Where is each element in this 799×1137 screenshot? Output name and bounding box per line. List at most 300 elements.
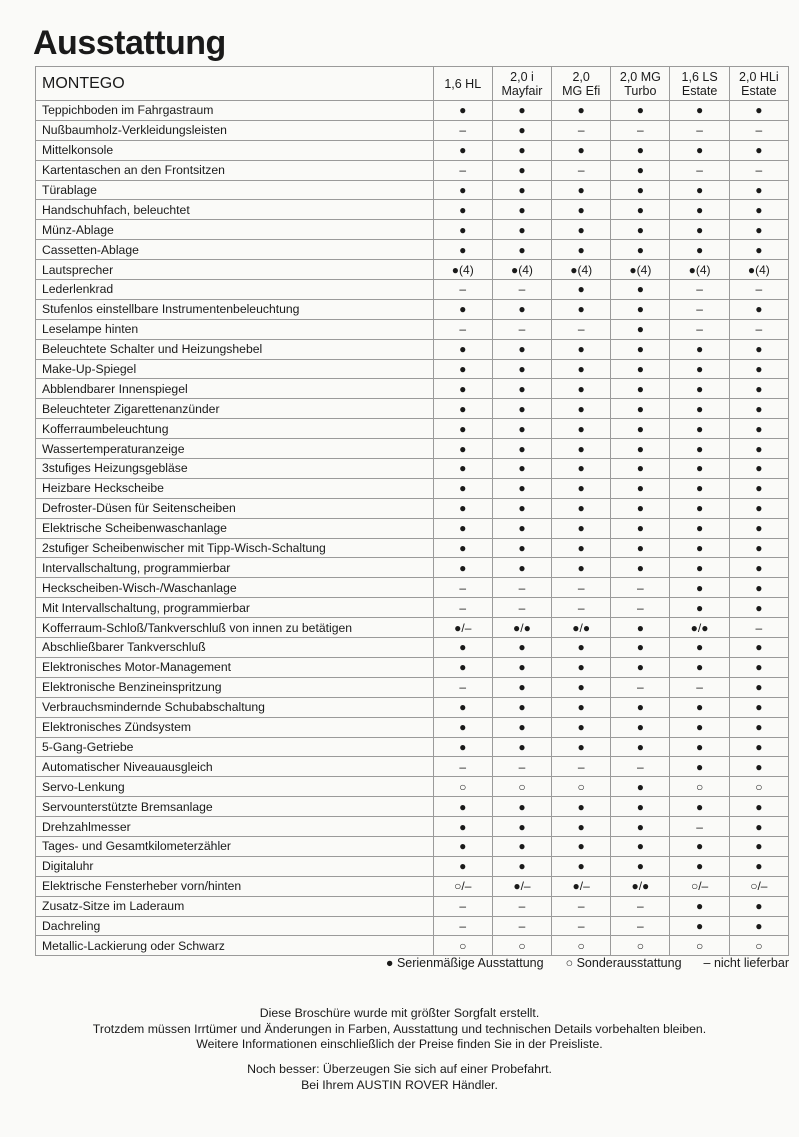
availability-cell: ● bbox=[552, 836, 611, 856]
feature-label: 5-Gang-Getriebe bbox=[36, 737, 434, 757]
table-row bbox=[36, 896, 789, 916]
availability-cell: ● bbox=[492, 558, 551, 578]
availability-cell: ● bbox=[670, 359, 729, 379]
availability-cell: ● bbox=[729, 240, 788, 260]
disclaimer-line: Diese Broschüre wurde mit größter Sorgfalt erstellt. bbox=[259, 1006, 540, 1020]
availability-cell: ● bbox=[670, 538, 729, 558]
availability-cell: ● bbox=[611, 797, 670, 817]
availability-cell: – bbox=[670, 677, 729, 697]
availability-cell: ● bbox=[492, 717, 551, 737]
availability-cell: ● bbox=[552, 657, 611, 677]
availability-cell: ● bbox=[552, 856, 611, 876]
availability-cell: ● bbox=[670, 638, 729, 658]
availability-cell: ●(4) bbox=[670, 260, 729, 280]
table-row bbox=[36, 180, 789, 200]
availability-cell: ● bbox=[552, 419, 611, 439]
availability-cell: ● bbox=[670, 598, 729, 618]
availability-cell: ●(4) bbox=[433, 260, 492, 280]
feature-label: Teppichboden im Fahrgastraum bbox=[36, 101, 434, 121]
availability-cell: ○ bbox=[433, 936, 492, 956]
availability-cell: ● bbox=[552, 101, 611, 121]
feature-label: Dachreling bbox=[36, 916, 434, 936]
availability-cell: ● bbox=[552, 399, 611, 419]
page-title: Ausstattung bbox=[33, 24, 226, 62]
table-row bbox=[36, 240, 789, 260]
availability-cell: – bbox=[552, 896, 611, 916]
availability-cell: – bbox=[729, 280, 788, 300]
availability-cell: ● bbox=[670, 498, 729, 518]
availability-cell: ● bbox=[729, 379, 788, 399]
availability-cell: ● bbox=[729, 856, 788, 876]
availability-cell: ●(4) bbox=[552, 260, 611, 280]
availability-cell: ● bbox=[552, 299, 611, 319]
table-row bbox=[36, 558, 789, 578]
feature-label: 2stufiger Scheibenwischer mit Tipp-Wisch-Schaltung bbox=[36, 538, 434, 558]
feature-label: Abblendbarer Innenspiegel bbox=[36, 379, 434, 399]
availability-cell: ● bbox=[433, 200, 492, 220]
table-row bbox=[36, 160, 789, 180]
availability-cell: ● bbox=[492, 856, 551, 876]
availability-cell: ● bbox=[552, 677, 611, 697]
feature-label: Heizbare Heckscheibe bbox=[36, 478, 434, 498]
availability-cell: ● bbox=[552, 817, 611, 837]
dealer-note bbox=[0, 1062, 799, 1093]
table-row bbox=[36, 737, 789, 757]
availability-cell: ● bbox=[433, 478, 492, 498]
feature-label: Zusatz-Sitze im Laderaum bbox=[36, 896, 434, 916]
availability-cell: ● bbox=[552, 379, 611, 399]
table-row bbox=[36, 618, 789, 638]
availability-cell: ● bbox=[433, 439, 492, 459]
availability-cell: – bbox=[433, 598, 492, 618]
availability-cell: ● bbox=[729, 299, 788, 319]
feature-label: Lautsprecher bbox=[36, 260, 434, 280]
feature-label: Defroster-Düsen für Seitenscheiben bbox=[36, 498, 434, 518]
availability-cell: ● bbox=[729, 578, 788, 598]
availability-cell: ● bbox=[611, 737, 670, 757]
availability-cell: ● bbox=[552, 200, 611, 220]
availability-cell: – bbox=[433, 319, 492, 339]
table-row bbox=[36, 220, 789, 240]
availability-cell: ● bbox=[729, 757, 788, 777]
availability-cell: ● bbox=[492, 677, 551, 697]
feature-label: Drehzahlmesser bbox=[36, 817, 434, 837]
availability-cell: ● bbox=[611, 638, 670, 658]
feature-label: Make-Up-Spiegel bbox=[36, 359, 434, 379]
availability-cell: ● bbox=[611, 200, 670, 220]
availability-cell: ● bbox=[670, 339, 729, 359]
availability-cell: ● bbox=[670, 916, 729, 936]
table-row bbox=[36, 120, 789, 140]
column-header: 2,0 i Mayfair bbox=[492, 67, 551, 101]
table-row bbox=[36, 260, 789, 280]
availability-cell: ● bbox=[670, 220, 729, 240]
availability-cell: ● bbox=[611, 160, 670, 180]
availability-cell: ● bbox=[611, 459, 670, 479]
availability-cell: ● bbox=[729, 817, 788, 837]
availability-cell: ● bbox=[552, 220, 611, 240]
availability-cell: – bbox=[433, 896, 492, 916]
table-row bbox=[36, 876, 789, 896]
availability-cell: – bbox=[433, 677, 492, 697]
availability-cell: ● bbox=[611, 101, 670, 121]
availability-cell: ● bbox=[552, 140, 611, 160]
availability-cell: ●(4) bbox=[492, 260, 551, 280]
availability-cell: ● bbox=[670, 558, 729, 578]
availability-cell: ●/– bbox=[492, 876, 551, 896]
availability-cell: ● bbox=[729, 638, 788, 658]
availability-cell: – bbox=[611, 677, 670, 697]
availability-cell: ● bbox=[729, 220, 788, 240]
availability-cell: ●/● bbox=[492, 618, 551, 638]
availability-cell: – bbox=[492, 598, 551, 618]
availability-cell: ● bbox=[670, 200, 729, 220]
availability-cell: ● bbox=[552, 478, 611, 498]
availability-cell: ● bbox=[729, 836, 788, 856]
availability-cell: – bbox=[433, 916, 492, 936]
availability-cell: ● bbox=[670, 797, 729, 817]
availability-cell: ● bbox=[729, 180, 788, 200]
table-row bbox=[36, 717, 789, 737]
availability-cell: ● bbox=[729, 339, 788, 359]
availability-cell: – bbox=[552, 120, 611, 140]
availability-cell: ● bbox=[611, 240, 670, 260]
availability-cell: ● bbox=[433, 379, 492, 399]
feature-label: Metallic-Lackierung oder Schwarz bbox=[36, 936, 434, 956]
feature-label: Nußbaumholz-Verkleidungsleisten bbox=[36, 120, 434, 140]
availability-cell: – bbox=[611, 916, 670, 936]
feature-label: Heckscheiben-Wisch-/Waschanlage bbox=[36, 578, 434, 598]
availability-cell: – bbox=[552, 160, 611, 180]
availability-cell: ● bbox=[729, 498, 788, 518]
feature-label: Elektronisches Motor-Management bbox=[36, 657, 434, 677]
availability-cell: ● bbox=[729, 598, 788, 618]
table-row bbox=[36, 817, 789, 837]
availability-cell: ● bbox=[552, 737, 611, 757]
availability-cell: ● bbox=[492, 498, 551, 518]
availability-cell: ●(4) bbox=[729, 260, 788, 280]
availability-cell: – bbox=[670, 299, 729, 319]
availability-cell: ● bbox=[611, 339, 670, 359]
availability-cell: ● bbox=[670, 439, 729, 459]
availability-cell: ● bbox=[611, 379, 670, 399]
availability-cell: ● bbox=[492, 399, 551, 419]
feature-label: Handschuhfach, beleuchtet bbox=[36, 200, 434, 220]
availability-cell: ● bbox=[611, 140, 670, 160]
availability-cell: ● bbox=[492, 638, 551, 658]
availability-cell: ● bbox=[611, 299, 670, 319]
availability-cell: ● bbox=[492, 657, 551, 677]
feature-label: Automatischer Niveauausgleich bbox=[36, 757, 434, 777]
availability-cell: ● bbox=[433, 737, 492, 757]
availability-cell: ● bbox=[552, 280, 611, 300]
availability-cell: – bbox=[433, 120, 492, 140]
availability-cell: ● bbox=[492, 737, 551, 757]
dealer-line: Bei Ihrem AUSTIN ROVER Händler. bbox=[301, 1077, 498, 1092]
availability-cell: ●/● bbox=[552, 618, 611, 638]
availability-cell: ●/– bbox=[552, 876, 611, 896]
availability-cell: ● bbox=[729, 538, 788, 558]
table-row bbox=[36, 379, 789, 399]
availability-cell: ○ bbox=[670, 936, 729, 956]
table-row bbox=[36, 299, 789, 319]
availability-cell: ● bbox=[729, 101, 788, 121]
availability-cell: ● bbox=[552, 638, 611, 658]
availability-cell: ○ bbox=[670, 777, 729, 797]
availability-cell: ● bbox=[729, 697, 788, 717]
availability-cell: ● bbox=[433, 459, 492, 479]
availability-cell: ● bbox=[433, 697, 492, 717]
availability-cell: ● bbox=[670, 379, 729, 399]
legend-standard: ● Serienmäßige Ausstattung bbox=[385, 956, 544, 970]
feature-label: Elektronisches Zündsystem bbox=[36, 717, 434, 737]
availability-cell: ● bbox=[729, 717, 788, 737]
table-row bbox=[36, 578, 789, 598]
dealer-line: Noch besser: Überzeugen Sie sich auf einer Probefahrt. bbox=[247, 1062, 552, 1076]
availability-cell: – bbox=[552, 598, 611, 618]
availability-cell: – bbox=[611, 757, 670, 777]
feature-label: Wassertemperaturanzeige bbox=[36, 439, 434, 459]
feature-label: Kofferraum-Schloß/Tankverschluß von innen zu betätigen bbox=[36, 618, 434, 638]
availability-cell: ● bbox=[492, 419, 551, 439]
table-row bbox=[36, 836, 789, 856]
availability-cell: ● bbox=[611, 538, 670, 558]
availability-cell: ● bbox=[611, 359, 670, 379]
availability-cell: ● bbox=[552, 538, 611, 558]
availability-cell: ● bbox=[670, 657, 729, 677]
availability-cell: – bbox=[670, 817, 729, 837]
availability-cell: ● bbox=[611, 319, 670, 339]
availability-cell: ● bbox=[611, 558, 670, 578]
availability-cell: ● bbox=[492, 240, 551, 260]
table-row bbox=[36, 757, 789, 777]
availability-cell: – bbox=[492, 757, 551, 777]
availability-cell: – bbox=[552, 578, 611, 598]
availability-cell: ○ bbox=[552, 777, 611, 797]
column-header: 1,6 LS Estate bbox=[670, 67, 729, 101]
availability-cell: ● bbox=[611, 180, 670, 200]
feature-label: Elektronische Benzineinspritzung bbox=[36, 677, 434, 697]
availability-cell: ● bbox=[670, 240, 729, 260]
availability-cell: ● bbox=[670, 518, 729, 538]
availability-cell: ● bbox=[492, 220, 551, 240]
availability-cell: – bbox=[552, 757, 611, 777]
availability-cell: ● bbox=[670, 697, 729, 717]
table-header-row bbox=[36, 67, 789, 101]
availability-cell: ● bbox=[552, 797, 611, 817]
availability-cell: ● bbox=[670, 399, 729, 419]
table-row bbox=[36, 280, 789, 300]
table-row bbox=[36, 399, 789, 419]
availability-cell: ● bbox=[433, 797, 492, 817]
availability-cell: ● bbox=[433, 359, 492, 379]
feature-label: Verbrauchsmindernde Schubabschaltung bbox=[36, 697, 434, 717]
feature-label: Beleuchtete Schalter und Heizungshebel bbox=[36, 339, 434, 359]
availability-cell: ● bbox=[729, 916, 788, 936]
availability-cell: ●(4) bbox=[611, 260, 670, 280]
feature-label: Elektrische Scheibenwaschanlage bbox=[36, 518, 434, 538]
availability-cell: ● bbox=[611, 280, 670, 300]
table-row bbox=[36, 797, 789, 817]
disclaimer-line: Weitere Informationen einschließlich der Preise finden Sie in der Preisliste. bbox=[196, 1037, 603, 1052]
availability-cell: ● bbox=[433, 717, 492, 737]
availability-cell: ● bbox=[433, 140, 492, 160]
table-row bbox=[36, 478, 789, 498]
model-name: MONTEGO bbox=[36, 67, 434, 101]
feature-label: Intervallschaltung, programmierbar bbox=[36, 558, 434, 578]
availability-cell: ● bbox=[552, 459, 611, 479]
availability-cell: ○ bbox=[492, 936, 551, 956]
table-row bbox=[36, 916, 789, 936]
availability-cell: – bbox=[729, 319, 788, 339]
availability-cell: ● bbox=[433, 240, 492, 260]
availability-cell: ○ bbox=[552, 936, 611, 956]
availability-cell: ● bbox=[492, 518, 551, 538]
availability-cell: ● bbox=[433, 657, 492, 677]
table-row bbox=[36, 498, 789, 518]
feature-label: Mittelkonsole bbox=[36, 140, 434, 160]
availability-cell: ○/– bbox=[670, 876, 729, 896]
table-row bbox=[36, 657, 789, 677]
feature-label: Leselampe hinten bbox=[36, 319, 434, 339]
availability-cell: – bbox=[433, 757, 492, 777]
availability-cell: ● bbox=[611, 220, 670, 240]
table-row bbox=[36, 598, 789, 618]
table-row bbox=[36, 140, 789, 160]
availability-cell: ● bbox=[433, 498, 492, 518]
availability-cell: ● bbox=[492, 180, 551, 200]
availability-cell: ● bbox=[492, 459, 551, 479]
availability-cell: – bbox=[552, 319, 611, 339]
column-header: 2,0 HLi Estate bbox=[729, 67, 788, 101]
availability-cell: – bbox=[729, 618, 788, 638]
availability-cell: – bbox=[492, 916, 551, 936]
feature-label: Lederlenkrad bbox=[36, 280, 434, 300]
table-row bbox=[36, 101, 789, 121]
availability-cell: ● bbox=[729, 797, 788, 817]
availability-cell: ● bbox=[729, 140, 788, 160]
availability-cell: ● bbox=[433, 836, 492, 856]
feature-label: Elektrische Fensterheber vorn/hinten bbox=[36, 876, 434, 896]
availability-cell: ● bbox=[670, 419, 729, 439]
availability-cell: ○/– bbox=[433, 876, 492, 896]
availability-cell: – bbox=[729, 160, 788, 180]
table-row bbox=[36, 677, 789, 697]
availability-cell: ● bbox=[492, 697, 551, 717]
table-row bbox=[36, 319, 789, 339]
table-row bbox=[36, 200, 789, 220]
availability-cell: ● bbox=[611, 618, 670, 638]
availability-cell: – bbox=[492, 280, 551, 300]
availability-cell: ●/● bbox=[670, 618, 729, 638]
availability-cell: ● bbox=[552, 697, 611, 717]
availability-cell: ● bbox=[433, 180, 492, 200]
feature-label: 3stufiges Heizungsgebläse bbox=[36, 459, 434, 479]
legend-optional: ○ Sonderausstattung bbox=[565, 956, 682, 970]
feature-label: Stufenlos einstellbare Instrumentenbeleuchtung bbox=[36, 299, 434, 319]
availability-cell: ● bbox=[552, 518, 611, 538]
availability-cell: ● bbox=[611, 817, 670, 837]
availability-cell: ● bbox=[670, 140, 729, 160]
availability-cell: ● bbox=[492, 140, 551, 160]
table-row bbox=[36, 419, 789, 439]
availability-cell: ●/● bbox=[611, 876, 670, 896]
table-row bbox=[36, 697, 789, 717]
availability-cell: ● bbox=[729, 419, 788, 439]
availability-cell: – bbox=[611, 120, 670, 140]
availability-cell: ● bbox=[552, 180, 611, 200]
availability-cell: ● bbox=[492, 538, 551, 558]
availability-cell: ● bbox=[670, 101, 729, 121]
availability-cell: ● bbox=[492, 101, 551, 121]
availability-cell: ● bbox=[611, 657, 670, 677]
availability-cell: ● bbox=[729, 200, 788, 220]
availability-cell: ● bbox=[433, 518, 492, 538]
feature-label: Abschließbarer Tankverschluß bbox=[36, 638, 434, 658]
availability-cell: ● bbox=[492, 817, 551, 837]
feature-label: Beleuchteter Zigarettenanzünder bbox=[36, 399, 434, 419]
availability-cell: ○/– bbox=[729, 876, 788, 896]
availability-cell: ● bbox=[552, 498, 611, 518]
availability-cell: ● bbox=[611, 836, 670, 856]
availability-cell: ● bbox=[552, 359, 611, 379]
table-row bbox=[36, 439, 789, 459]
equipment-table bbox=[35, 66, 789, 956]
availability-cell: ● bbox=[611, 777, 670, 797]
availability-cell: ● bbox=[433, 538, 492, 558]
availability-cell: ● bbox=[433, 101, 492, 121]
availability-cell: – bbox=[670, 319, 729, 339]
availability-cell: ● bbox=[611, 439, 670, 459]
availability-cell: – bbox=[492, 319, 551, 339]
column-header: 2,0 MG Turbo bbox=[611, 67, 670, 101]
availability-cell: – bbox=[611, 578, 670, 598]
availability-cell: ● bbox=[611, 518, 670, 538]
availability-cell: – bbox=[611, 598, 670, 618]
availability-cell: ● bbox=[492, 439, 551, 459]
disclaimer-line: Trotzdem müssen Irrtümer und Änderungen in Farben, Ausstattung und technischen Details vorbehalten bleiben. bbox=[92, 1021, 707, 1036]
table-row bbox=[36, 339, 789, 359]
availability-cell: ● bbox=[492, 359, 551, 379]
availability-cell: ● bbox=[552, 240, 611, 260]
feature-label: Kofferraumbeleuchtung bbox=[36, 419, 434, 439]
table-row bbox=[36, 538, 789, 558]
availability-cell: ● bbox=[729, 657, 788, 677]
availability-cell: ● bbox=[552, 558, 611, 578]
availability-cell: ● bbox=[729, 399, 788, 419]
availability-cell: ● bbox=[433, 419, 492, 439]
feature-label: Digitaluhr bbox=[36, 856, 434, 876]
availability-cell: ● bbox=[433, 856, 492, 876]
availability-cell: – bbox=[433, 160, 492, 180]
availability-cell: ● bbox=[433, 638, 492, 658]
availability-cell: ● bbox=[611, 856, 670, 876]
availability-cell: ● bbox=[433, 558, 492, 578]
availability-cell: – bbox=[492, 578, 551, 598]
availability-cell: ● bbox=[433, 339, 492, 359]
availability-cell: ● bbox=[492, 478, 551, 498]
availability-cell: – bbox=[433, 280, 492, 300]
feature-label: Mit Intervallschaltung, programmierbar bbox=[36, 598, 434, 618]
table-row bbox=[36, 856, 789, 876]
availability-cell: ○ bbox=[433, 777, 492, 797]
availability-cell: ○ bbox=[611, 936, 670, 956]
availability-cell: ● bbox=[729, 478, 788, 498]
availability-cell: ● bbox=[670, 737, 729, 757]
availability-cell: ● bbox=[729, 359, 788, 379]
feature-label: Kartentaschen an den Frontsitzen bbox=[36, 160, 434, 180]
availability-cell: ●/– bbox=[433, 618, 492, 638]
